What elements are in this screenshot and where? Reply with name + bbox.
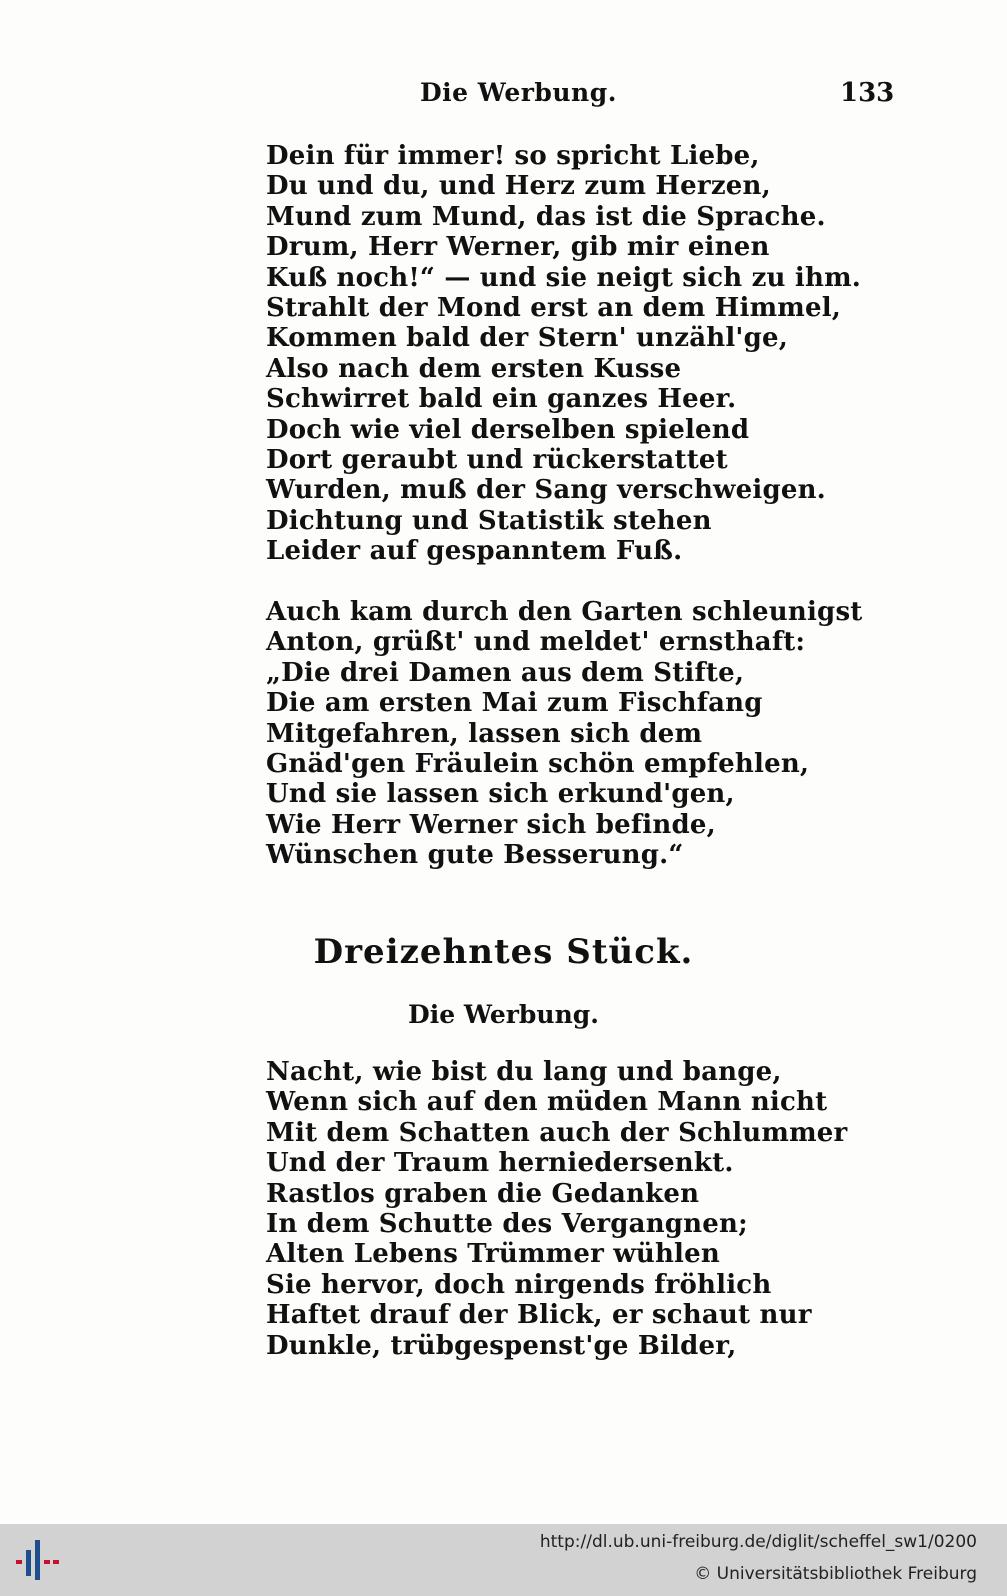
section-title: Die Werbung.	[408, 1000, 599, 1029]
verse-line: Wurden, muß der Sang verschweigen.	[266, 475, 826, 506]
verse-line: Also nach dem ersten Kusse	[266, 353, 682, 384]
ub-freiburg-logo-icon[interactable]	[12, 1538, 62, 1584]
verse-line: Mitgefahren, lassen sich dem	[266, 718, 703, 749]
verse-line: Rastlos graben die Gedanken	[266, 1178, 700, 1209]
verse-line: Anton, grüßt' und meldet' ernsthaft:	[266, 627, 806, 658]
verse-line: Wünschen gute Besserung.“	[266, 840, 684, 871]
stanza-2	[266, 597, 866, 871]
verse-line: Kommen bald der Stern' unzähl'ge,	[266, 323, 788, 354]
chapter-title: Dreizehntes Stück.	[313, 932, 694, 972]
copyright-text: © Universitätsbibliothek Freiburg	[694, 1564, 977, 1584]
verse-line: Wenn sich auf den müden Mann nicht	[266, 1087, 828, 1118]
verse-line: Dein für immer! so spricht Liebe,	[266, 141, 760, 171]
footer-bar	[0, 1524, 1007, 1596]
verse-line: Alten Lebens Trümmer wühlen	[266, 1239, 720, 1270]
verse-line: Drum, Herr Werner, gib mir einen	[266, 232, 770, 263]
verse-line: Dunkle, trübgespenst'ge Bilder,	[266, 1330, 737, 1361]
logo-bar-red-far	[53, 1560, 59, 1564]
verse-line: Dichtung und Statistik stehen	[266, 505, 712, 536]
verse-line: Doch wie viel derselben spielend	[266, 414, 750, 445]
stanza-1	[266, 141, 866, 566]
verse-line: Auch kam durch den Garten schleunigst	[266, 597, 863, 627]
verse-line: Haftet drauf der Blick, er schaut nur	[266, 1300, 812, 1331]
logo-bar-red-right	[44, 1560, 50, 1564]
verse-line: Sie hervor, doch nirgends fröhlich	[266, 1269, 772, 1300]
verse-line: Die am ersten Mai zum Fischfang	[266, 688, 763, 719]
running-head	[0, 78, 1007, 118]
verse-line: Strahlt der Mond erst an dem Himmel,	[266, 292, 842, 323]
logo-bar-blue	[26, 1550, 31, 1576]
verse-line: Mund zum Mund, das ist die Sprache.	[266, 201, 826, 232]
source-url-link[interactable]: http://dl.ub.uni-freiburg.de/diglit/scheffel_sw1/0200	[539, 1532, 977, 1552]
logo-bar-red-left	[16, 1560, 22, 1564]
verse-line: Kuß noch!“ — und sie neigt sich zu ihm.	[266, 262, 862, 293]
verse-line: Schwirret bald ein ganzes Heer.	[266, 384, 737, 415]
verse-line: Und der Traum herniedersenkt.	[266, 1148, 734, 1179]
verse-line: In dem Schutte des Vergangnen;	[266, 1208, 748, 1239]
verse-line: Und sie lassen sich erkund'gen,	[266, 779, 735, 810]
verse-line: Wie Herr Werner sich befinde,	[266, 809, 716, 840]
verse-line: Dort geraubt und rückerstattet	[266, 444, 728, 475]
verse-line: Mit dem Schatten auch der Schlummer	[266, 1117, 848, 1148]
stanza-3	[266, 1057, 866, 1361]
verse-line: Gnäd'gen Fräulein schön empfehlen,	[266, 748, 810, 779]
verse-line: „Die drei Damen aus dem Stifte,	[266, 657, 745, 688]
verse-line: Du und du, und Herz zum Herzen,	[266, 171, 771, 202]
logo-bar-blue-tall	[35, 1540, 40, 1580]
page-number: 133	[840, 78, 895, 108]
running-title: Die Werbung.	[420, 78, 617, 107]
verse-line: Nacht, wie bist du lang und bange,	[266, 1057, 782, 1087]
verse-line: Leider auf gespanntem Fuß.	[266, 536, 683, 567]
